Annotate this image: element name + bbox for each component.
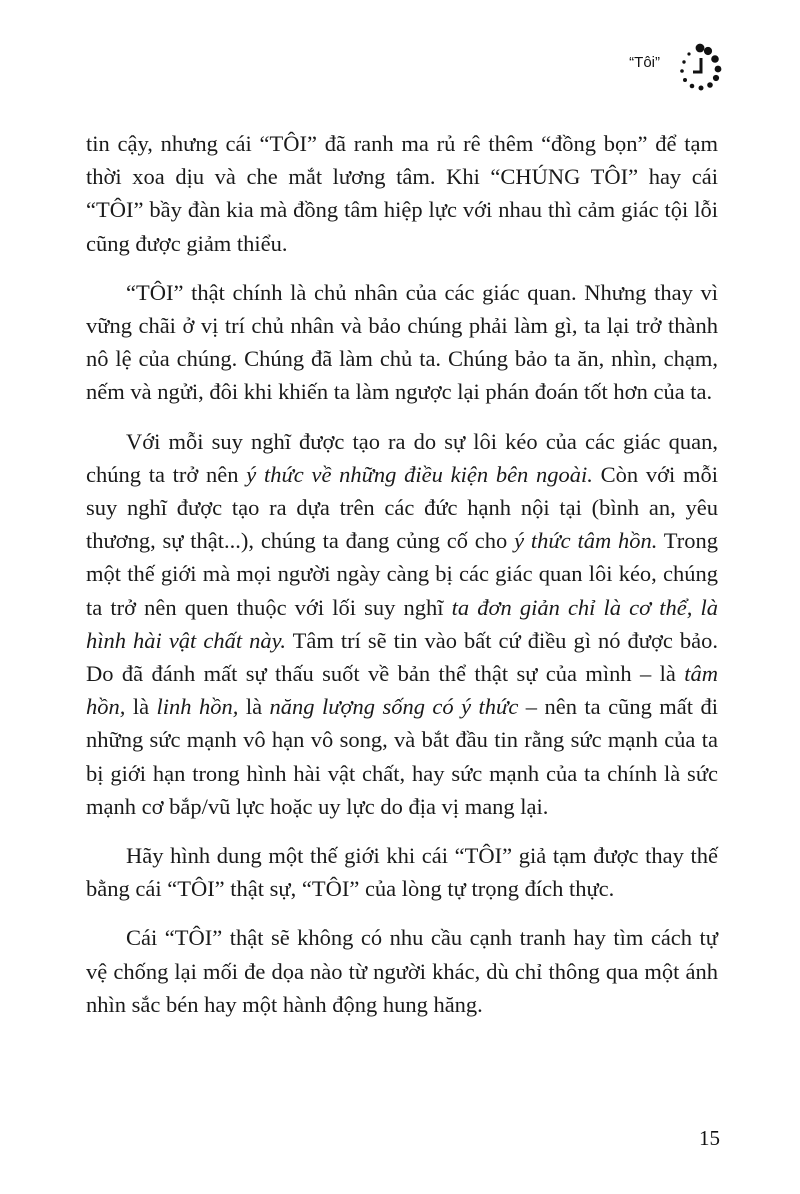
paragraph-5: Cái “TÔI” thật sẽ không có nhu cầu cạnh tranh hay tìm cách tự vệ chống lại mối đe dọa nào từ người khác, dù chỉ thông qua một ánh nhìn sắc bén hay một hành động hung hăng. — [86, 925, 718, 1017]
paragraph-4: Hãy hình dung một thế giới khi cái “TÔI” giả tạm được thay thế bằng cái “TÔI” thật sự, “TÔI” của lòng tự trọng đích thực. — [86, 843, 718, 902]
paragraph-3: Với mỗi suy nghĩ được tạo ra do sự lôi kéo của các giác quan, chúng ta trở nên ý thức về những điều kiện bên ngoài. Còn với mỗi suy nghĩ được tạo ra dựa trên các đức hạnh nội tại (bình an, yêu thương, sự thật...), chúng ta đang củng cố cho ý thức tâm hồn. Trong một thế giới mà mọi người ngày càng bị các giác quan lôi kéo, chúng ta trở nên quen thuộc với lối suy nghĩ ta đơn giản chỉ là cơ thể, là hình hài vật chất này. Tâm trí sẽ tin vào bất cứ điều gì nó được bảo. Do đã đánh mất sự thấu suốt về bản thể thật sự của mình – là tâm hồn, là linh hồn, là năng lượng sống có ý thức – nên ta cũng mất đi những sức mạnh vô hạn vô song, và bắt đầu tin rằng sức mạnh của ta bị giới hạn trong hình hài vật chất, hay sức mạnh của ta chính là sức mạnh cơ bắp/vũ lực hoặc uy lực do địa vị mang lại. — [86, 428, 719, 819]
running-head-title: “Tôi” — [629, 54, 660, 71]
body-text — [86, 127, 718, 1037]
paragraph-1: tin cậy, nhưng cái “TÔI” đã ranh ma rủ rê thêm “đồng bọn” để tạm thời xoa dịu và che mắt lương tâm. Khi “CHÚNG TÔI” hay cái “TÔI” bầy đàn kia mà đồng tâm hiệp lực với nhau thì cảm giác tội lỗi cũng được giảm thiểu. — [86, 131, 718, 256]
paragraph-2: “TÔI” thật chính là chủ nhân của các giác quan. Nhưng thay vì vững chãi ở vị trí chủ nhân và bảo chúng phải làm gì, ta lại trở thành nô lệ của chúng. Chúng đã làm chủ ta. Chúng bảo ta ăn, nhìn, chạm, nếm và ngửi, đôi khi khiến ta làm ngược lại phán đoán tốt hơn của ta. — [86, 279, 718, 405]
dotted-clock-icon — [672, 40, 728, 96]
page-number: 15 — [699, 1126, 720, 1150]
